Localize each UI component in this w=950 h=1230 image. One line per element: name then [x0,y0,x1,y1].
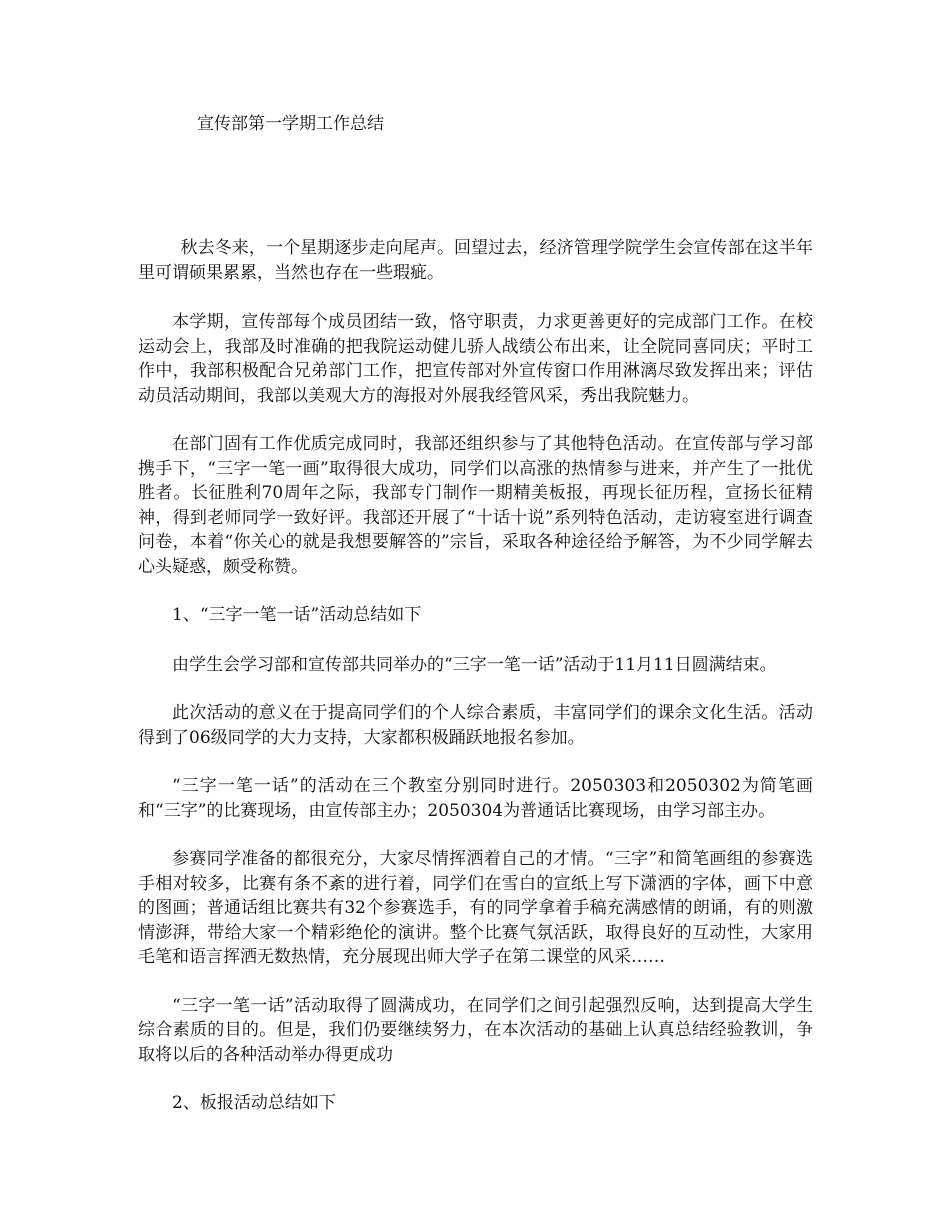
paragraph-semester-work: 本学期，宣传部每个成员团结一致，恪守职责，力求更善更好的完成部门工作。在校运动会上，我部及时准确的把我院运动健儿骄人战绩公布出来，让全院同喜同庆；平时工作中，我部积极配合兄弟部门工作，把宣传部对外宣传窗口作用淋漓尽致发挥出来；评估动员活动期间，我部以美观大方的海报对外展我经管风采，秀出我院魅力。 [138,312,813,406]
document-body [138,236,813,1141]
paragraph-activity-end: 由学生会学习部和宣传部共同举办的“三字一笔一话”活动于11月11日圆满结束。 [172,654,777,675]
document-title: 宣传部第一学期工作总结 [197,114,384,134]
section-heading-2: 2、板报活动总结如下 [172,1093,336,1113]
paragraph-conclusion: “三字一笔一话”活动取得了圆满成功，在同学们之间引起强烈反响，达到提高大学生综合素质的目的。但是，我们仍要继续努力，在本次活动的基础上认真总结经验教训，争取将以后的各种活动举办得更成功 [138,995,813,1065]
paragraph-activity-purpose: 此次活动的意义在于提高同学们的个人综合素质，丰富同学们的课余文化生活。活动得到了06级同学的大力支持，大家都积极踊跃地报名参加。 [138,703,813,748]
paragraph-special-activities: 在部门固有工作优质完成同时，我部还组织参与了其他特色活动。在宣传部与学习部携手下，“三字一笔一画”取得很大成功，同学们以高涨的热情参与进来，并产生了一批优胜者。长征胜利70周年之际，我部专门制作一期精美板报，再现长征历程，宣扬长征精神，得到老师同学一致好评。我部还开展了“十话十说”系列特色活动，走访寝室进行调查问卷，本着“你关心的就是我想要解答的”宗旨，采取各种途径给予解答，为不少同学解去心头疑惑，颇受称赞。 [138,434,813,577]
paragraph-intro: 秋去冬来，一个星期逐步走向尾声。回望过去，经济管理学院学生会宣传部在这半年里可谓硕果累累，当然也存在一些瑕疵。 [138,238,813,283]
paragraph-competition: 参赛同学准备的都很充分，大家尽情挥洒着自己的才情。“三字”和简笔画组的参赛选手相对较多，比赛有条不紊的进行着，同学们在雪白的宣纸上写下潇洒的字体，画下中意的图画；普通话组比赛共有32个参赛选手，有的同学拿着手稿充满感情的朗诵，有的则激情澎湃，带给大家一个精彩绝伦的演讲。整个比赛气氛活跃，取得良好的互动性，大家用毛笔和语言挥洒无数热情，充分展现出师大学子在第二课堂的风采…… [138,849,813,967]
section-heading-1: 1、“三字一笔一话”活动总结如下 [172,605,422,625]
paragraph-activity-venues: “三字一笔一话”的活动在三个教室分别同时进行。2050303和2050302为简笔画和“三字”的比赛现场，由宣传部主办；2050304为普通话比赛现场，由学习部主办。 [138,776,813,821]
